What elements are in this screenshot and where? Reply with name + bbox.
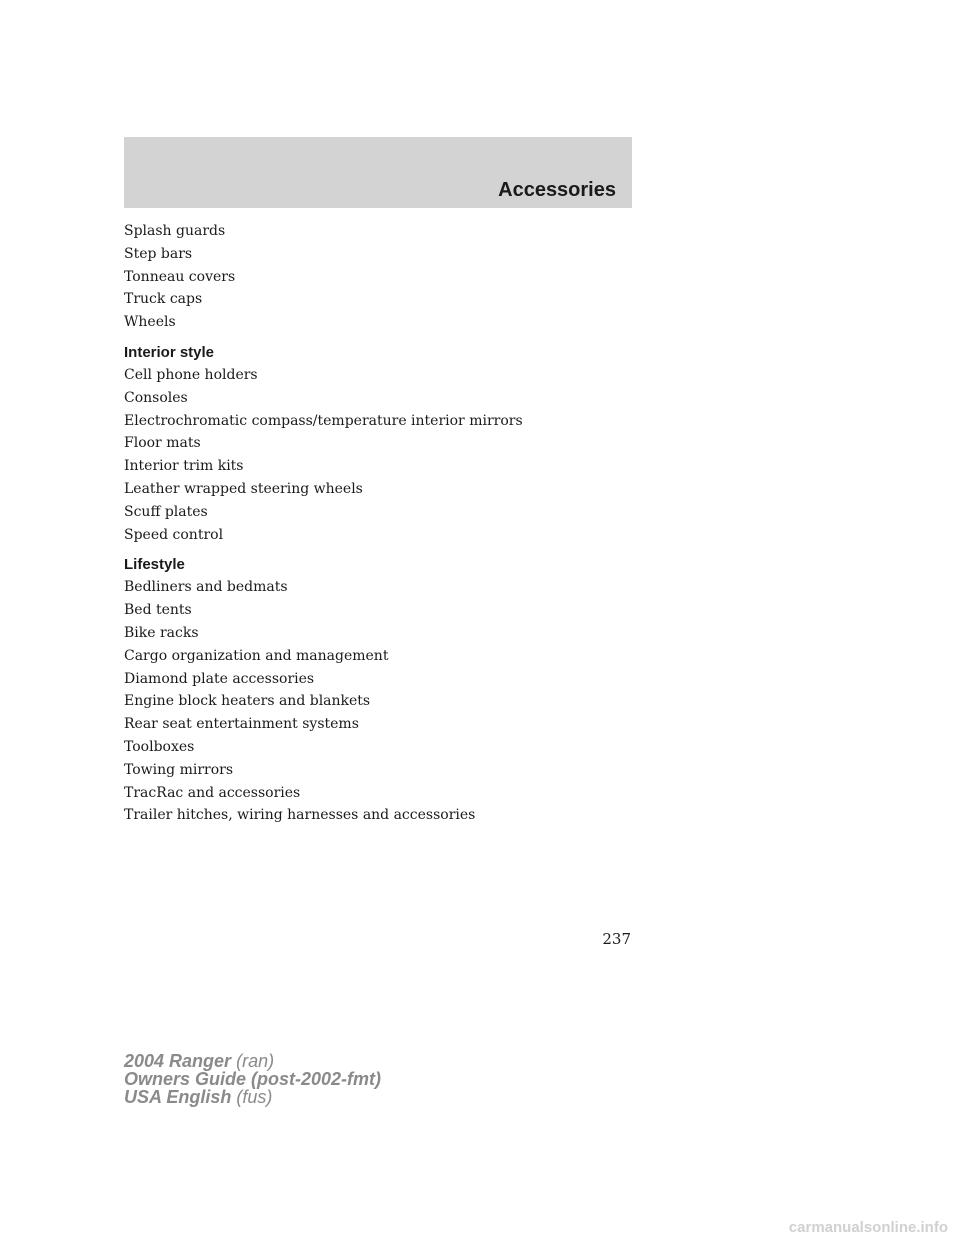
list-item: Bike racks — [124, 624, 199, 641]
list-item: Electrochromatic compass/temperature interior mirrors — [124, 412, 523, 429]
footer-line-model — [124, 1052, 381, 1070]
list-item: Rear seat entertainment systems — [124, 716, 359, 733]
lifestyle-section — [124, 553, 632, 827]
section-title: Accessories — [498, 179, 616, 201]
interior-style-heading: Interior style — [124, 343, 215, 361]
list-item: Bed tents — [124, 602, 192, 619]
interior-style-section — [124, 341, 632, 546]
footer-line-guide — [124, 1070, 381, 1088]
list-item: Cargo organization and management — [124, 647, 389, 664]
footer-model: 2004 Ranger — [124, 1051, 232, 1071]
footer-language-code: (fus) — [236, 1087, 273, 1107]
list-item: Interior trim kits — [124, 458, 244, 475]
list-item: Step bars — [124, 245, 193, 262]
list-item: Consoles — [124, 389, 188, 406]
document-footer — [124, 1052, 381, 1106]
page-number: 237 — [602, 930, 631, 948]
list-item: Engine block heaters and blankets — [124, 693, 371, 710]
list-item: Leather wrapped steering wheels — [124, 480, 363, 497]
exterior-section — [124, 220, 632, 334]
list-item: Speed control — [124, 526, 224, 543]
list-item: Diamond plate accessories — [124, 670, 315, 687]
list-item: Tonneau covers — [124, 268, 236, 285]
list-item: Toolboxes — [124, 738, 195, 755]
list-item: Towing mirrors — [124, 761, 234, 778]
list-item: Truck caps — [124, 291, 203, 308]
accessories-list — [124, 220, 632, 834]
site-watermark: carmanualsonline.info — [788, 1219, 948, 1236]
list-item: TracRac and accessories — [124, 784, 301, 801]
list-item: Wheels — [124, 314, 176, 331]
footer-guide: Owners Guide (post-2002-fmt) — [124, 1069, 382, 1089]
list-item: Cell phone holders — [124, 366, 258, 383]
list-item: Floor mats — [124, 435, 201, 452]
list-item: Bedliners and bedmats — [124, 579, 288, 596]
list-item: Splash guards — [124, 223, 226, 239]
lifestyle-heading: Lifestyle — [124, 556, 185, 574]
footer-model-code: (ran) — [236, 1051, 275, 1071]
section-header-bar — [124, 137, 632, 208]
list-item: Trailer hitches, wiring harnesses and accessories — [124, 807, 476, 824]
list-item: Scuff plates — [124, 503, 208, 520]
footer-language: USA English — [124, 1087, 232, 1107]
footer-line-language — [124, 1088, 381, 1106]
